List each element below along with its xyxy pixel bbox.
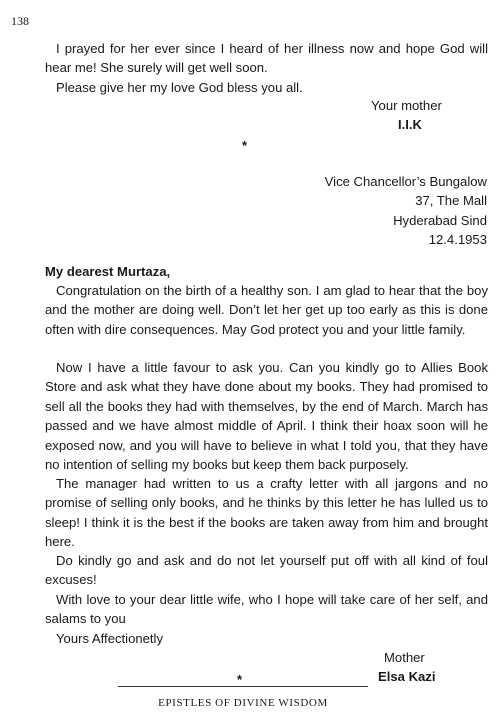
letter2-paragraph-3: The manager had written to us a crafty letter with all jargons and no promise of selling only books, and he thinks by this letter he has lulled us to sleep! I think it is the best if the books are taken away from him and brought here. <box>45 476 488 550</box>
letter1-closing: Your mother <box>371 98 442 113</box>
page-number: 138 <box>11 14 29 28</box>
separator-asterisk: * <box>242 138 248 153</box>
salutation: My dearest Murtaza, <box>45 264 171 279</box>
footer-rule <box>118 686 368 687</box>
address-line-3: Hyderabad Sind <box>393 212 487 228</box>
address-line-2: 37, The Mall <box>415 193 487 209</box>
footer-asterisk: * <box>237 672 243 687</box>
letter2-closing: Yours Affectionetly <box>56 631 164 646</box>
letter2-signature: Elsa Kazi <box>378 669 436 684</box>
footer-title: EPISTLES OF DIVINE WISDOM <box>158 697 328 709</box>
letter1-signature: I.I.K <box>398 117 423 132</box>
address-line-1: Vice Chancellor’s Bungalow <box>324 174 487 189</box>
letter2-paragraph-1: Congratulation on the birth of a healthy son. I am glad to hear that the boy and the mother are doing well. Don’t let her get up too early as this is done often with dire consequences. May God protect you and your little family. <box>45 283 488 337</box>
address-block <box>325 172 487 250</box>
letter-date: 12.4.1953 <box>428 232 487 248</box>
letter2-paragraph-2: Now I have a little favour to ask you. Can you kindly go to Allies Book Store and ask what they have done about my books. They had promised to sell all the books they had with themselves, by the end of March. March has passed and we have almost middle of April. I think their hoax soon will he exposed now, and you will have to believe in what I told you, that they have no intention of selling my books but keep them back purposely. <box>45 360 488 473</box>
letter1-paragraph-2: Please give her my love God bless you all. <box>56 80 303 95</box>
letter2-signoff: Mother <box>384 650 425 665</box>
letter1-paragraph-1: I prayed for her ever since I heard of her illness now and hope God will hear me! She surely will get well soon. <box>45 41 488 76</box>
letter2-paragraph-4: Do kindly go and ask and do not let yourself put off with all kind of foul excuses! <box>45 553 488 588</box>
letter2-paragraph-5: With love to your dear little wife, who I hope will take care of her self, and salams to you <box>45 592 488 627</box>
